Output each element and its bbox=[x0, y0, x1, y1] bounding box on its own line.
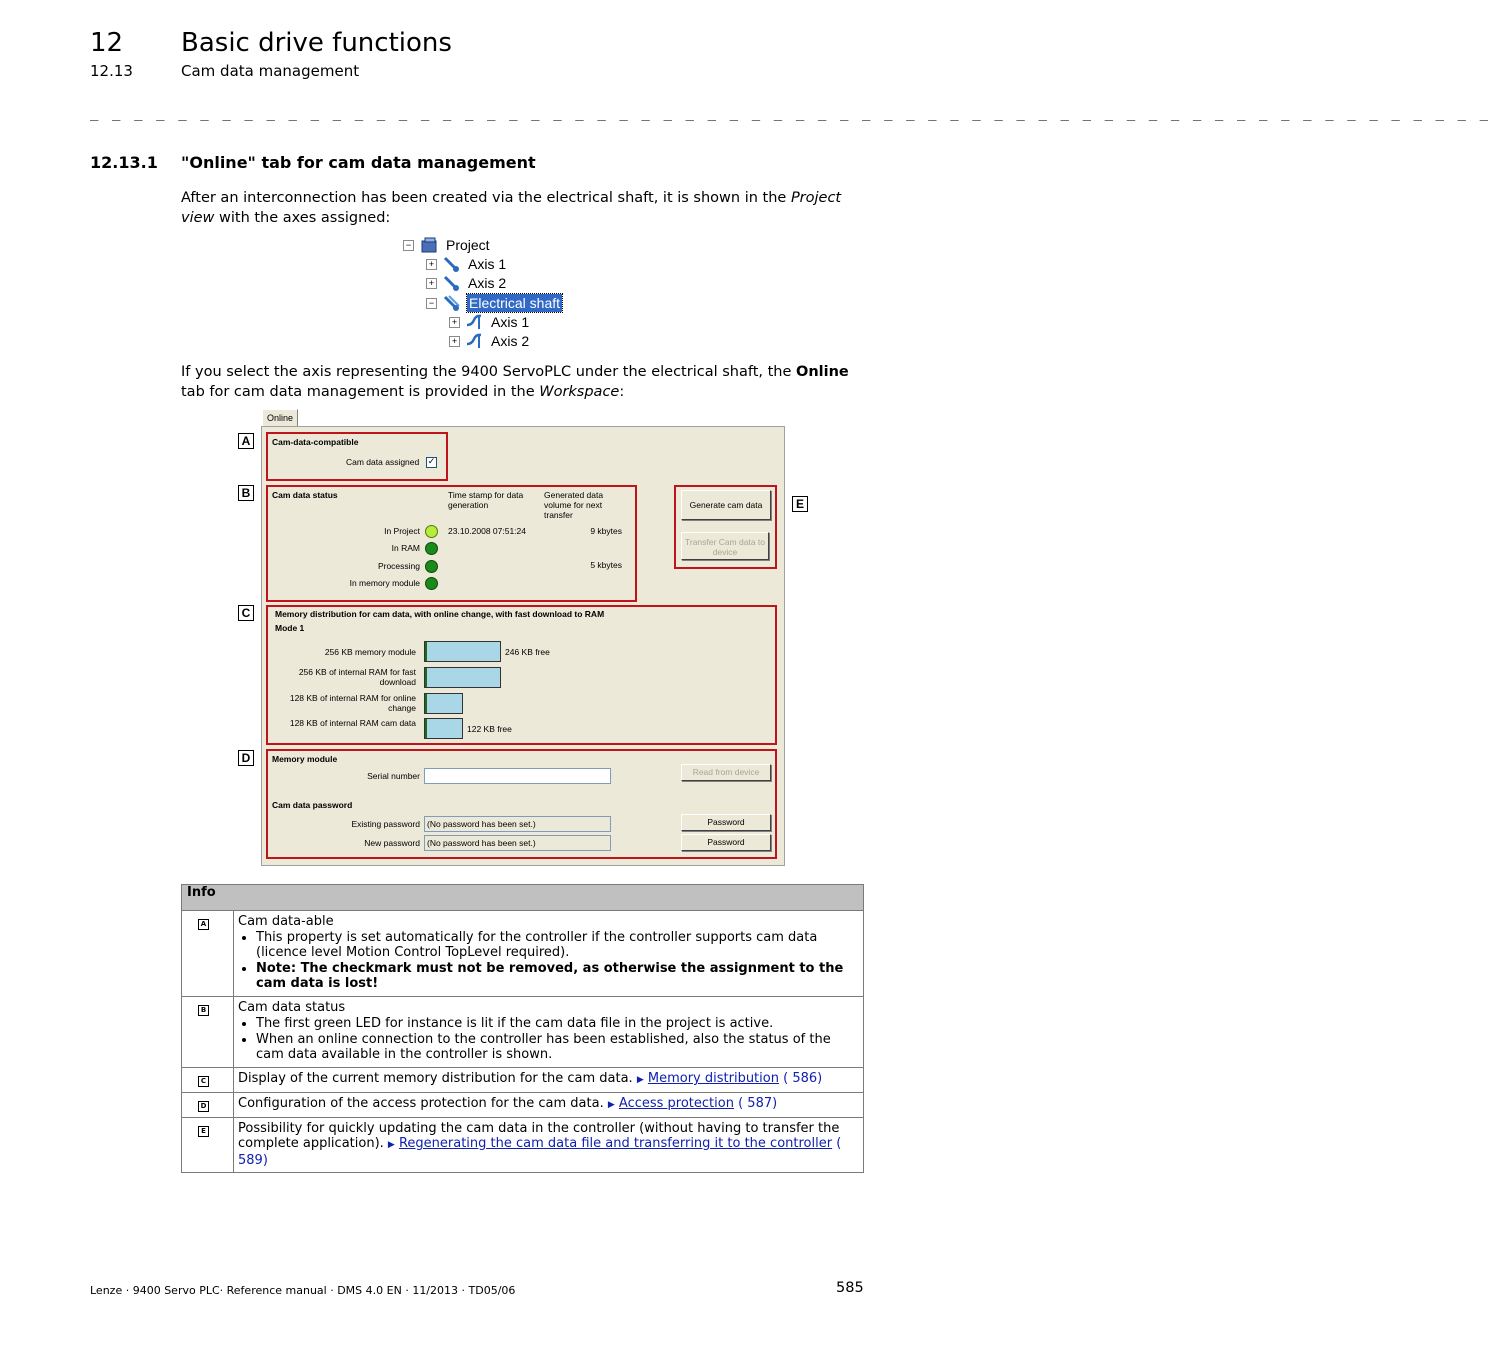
axis-icon bbox=[443, 255, 461, 273]
expand-icon[interactable]: + bbox=[449, 317, 460, 328]
cam-compatible-title: Cam-data-compatible bbox=[272, 437, 359, 447]
memory-label-online-change: 128 KB of internal RAM for online change bbox=[289, 693, 416, 713]
link-arrow-icon: ▶ bbox=[607, 1100, 615, 1110]
memory-label-fast-download: 256 KB of internal RAM for fast download bbox=[298, 667, 416, 687]
link-arrow-icon: ▶ bbox=[636, 1075, 644, 1085]
status-label-processing: Processing bbox=[377, 561, 420, 571]
online-tab-dialog bbox=[261, 408, 785, 865]
status-label-project: In Project bbox=[384, 526, 420, 536]
page-ref-d[interactable]: ( 587) bbox=[738, 1096, 778, 1111]
collapse-icon[interactable]: − bbox=[426, 298, 437, 309]
key-e: E bbox=[198, 1126, 209, 1137]
memory-distribution-title: Memory distribution for cam data, with online change, with fast download to RAM bbox=[275, 609, 605, 619]
led-memory-module bbox=[425, 577, 438, 590]
table-row bbox=[182, 911, 864, 997]
transfer-cam-data-button[interactable]: Transfer Cam data to device bbox=[681, 532, 769, 560]
key-c: C bbox=[198, 1076, 209, 1087]
chapter-title: Basic drive functions bbox=[181, 28, 452, 58]
generate-cam-data-button[interactable]: Generate cam data bbox=[681, 490, 771, 520]
timestamp-column-header: Time stamp for data generation bbox=[448, 490, 524, 510]
online-panel bbox=[261, 426, 785, 866]
volume-column-header: Generated data volume for next transfer bbox=[544, 490, 604, 520]
page-number: 585 bbox=[836, 1280, 864, 1296]
password-button-new[interactable]: Password bbox=[681, 834, 771, 851]
axis-icon bbox=[443, 274, 461, 292]
row-b-bullet-1: • The first green LED for instance is lit if the cam data file in the project is active. bbox=[256, 1016, 859, 1031]
cam-password-title: Cam data password bbox=[272, 800, 353, 810]
intro-paragraph: After an interconnection has been created via the electrical shaft, it is shown in the Project view with the axes assigned: bbox=[181, 190, 842, 226]
memory-free-module: 246 KB free bbox=[505, 647, 550, 657]
memory-bar-fast-download bbox=[424, 667, 501, 688]
row-b-title: Cam data status bbox=[238, 1000, 346, 1015]
cam-assigned-label: Cam data assigned bbox=[346, 457, 420, 467]
memory-free-cam-data: 122 KB free bbox=[467, 724, 512, 734]
status-size-processing: 5 kbytes bbox=[590, 560, 622, 570]
marker-a: A bbox=[238, 433, 254, 449]
key-b: B bbox=[198, 1005, 209, 1016]
link-arrow-icon: ▶ bbox=[387, 1140, 395, 1150]
led-processing bbox=[425, 560, 438, 573]
row-a-title: Cam data-able bbox=[238, 914, 334, 929]
expand-icon[interactable]: + bbox=[426, 278, 437, 289]
existing-password-field: (No password has been set.) bbox=[424, 816, 611, 832]
tab-strip bbox=[261, 408, 785, 427]
marker-e: E bbox=[792, 496, 808, 512]
separator-line: _ _ _ _ _ _ _ _ _ _ _ _ _ _ _ _ _ _ _ _ _ _ _ _ _ _ _ _ _ _ _ _ _ _ _ _ _ _ _ _ _ _ _ _ _ _ _ _ _ _ _ _ _ _ _ _ _ _ _ _ _ _ _ _ bbox=[90, 105, 1491, 121]
project-tree: − Project + Axis 1 + Axis 2 − Electrical shaft + Axis 1 + Axis 2 bbox=[400, 236, 570, 354]
expand-icon[interactable]: + bbox=[426, 259, 437, 270]
memory-module-title: Memory module bbox=[272, 754, 338, 764]
cam-axis-icon bbox=[465, 313, 483, 331]
new-password-field: (No password has been set.) bbox=[424, 835, 611, 851]
footer-text: Lenze · 9400 Servo PLC· Reference manual · DMS 4.0 EN · 11/2013 · TD05/06 bbox=[90, 1284, 516, 1297]
new-password-label: New password bbox=[364, 838, 420, 848]
table-row bbox=[182, 1068, 864, 1093]
memory-bar-module bbox=[424, 641, 501, 662]
link-access-protection[interactable]: Access protection bbox=[618, 1096, 734, 1111]
table-row bbox=[182, 1093, 864, 1118]
status-label-memory-module: In memory module bbox=[349, 578, 420, 588]
info-table bbox=[181, 884, 864, 1173]
led-project bbox=[425, 525, 438, 538]
key-d: D bbox=[198, 1101, 209, 1112]
led-ram bbox=[425, 542, 438, 555]
expand-icon[interactable]: + bbox=[449, 336, 460, 347]
serial-number-label: Serial number bbox=[367, 771, 420, 781]
marker-b: B bbox=[238, 485, 254, 501]
table-row bbox=[182, 997, 864, 1068]
page-ref-c[interactable]: ( 586) bbox=[783, 1071, 823, 1086]
memory-label-module: 256 KB memory module bbox=[324, 647, 416, 657]
existing-password-label: Existing password bbox=[351, 819, 420, 829]
link-memory-distribution[interactable]: Memory distribution bbox=[647, 1071, 779, 1086]
section-number: 12.13 bbox=[90, 62, 133, 80]
row-d-text: Configuration of the access protection for the cam data. bbox=[238, 1096, 608, 1111]
memory-bar-cam-data bbox=[424, 718, 463, 739]
password-button-existing[interactable]: Password bbox=[681, 814, 771, 831]
cam-assigned-checkbox[interactable]: ✓ bbox=[427, 457, 436, 467]
status-label-ram: In RAM bbox=[391, 543, 420, 553]
row-a-bullet-1: • This property is set automatically for the controller if the controller supports cam data (licence level Motion Control TopLevel required). bbox=[256, 930, 859, 960]
marker-c: C bbox=[238, 605, 254, 621]
chapter-number: 12 bbox=[90, 28, 124, 58]
read-from-device-button[interactable]: Read from device bbox=[681, 764, 771, 781]
memory-label-cam-data: 128 KB of internal RAM cam data bbox=[289, 718, 416, 728]
marker-d: D bbox=[238, 750, 254, 766]
cam-axis-icon bbox=[465, 332, 483, 350]
memory-mode: Mode 1 bbox=[275, 623, 305, 633]
electrical-shaft-icon bbox=[443, 294, 461, 312]
subsection-title: "Online" tab for cam data management bbox=[181, 153, 536, 172]
info-table-header: Info bbox=[182, 885, 864, 911]
row-a-bullet-2: • Note: The checkmark must not be removed, as otherwise the assignment to the cam data is lost! bbox=[256, 961, 859, 991]
row-b-bullet-2: • When an online connection to the controller has been established, also the status of the cam data available in the controller is shown. bbox=[256, 1032, 859, 1062]
row-c-text: Display of the current memory distribution for the cam data. bbox=[238, 1071, 637, 1086]
memory-bar-online-change bbox=[424, 693, 463, 714]
tab-online[interactable]: Online bbox=[262, 409, 298, 427]
status-timestamp-project: 23.10.2008 07:51:24 bbox=[448, 526, 526, 536]
row-e-text: Possibility for quickly updating the cam data in the controller (without having to transfer the complete application). bbox=[238, 1121, 840, 1151]
status-size-project: 9 kbytes bbox=[590, 526, 622, 536]
page-ref-e[interactable]: ( 589) bbox=[238, 1136, 842, 1168]
section-title: Cam data management bbox=[181, 62, 360, 80]
subsection-number: 12.13.1 bbox=[90, 153, 158, 172]
collapse-icon[interactable]: − bbox=[403, 240, 414, 251]
workspace-paragraph: If you select the axis representing the 9400 ServoPLC under the electrical shaft, the Online tab for cam data management is provided in the Workspace: bbox=[181, 364, 849, 400]
table-row bbox=[182, 1118, 864, 1173]
cam-status-title: Cam data status bbox=[272, 490, 338, 500]
key-a: A bbox=[198, 919, 209, 930]
link-regenerating-cam-data[interactable]: Regenerating the cam data file and transferring it to the controller bbox=[398, 1136, 833, 1151]
project-icon bbox=[420, 236, 438, 254]
serial-number-field[interactable] bbox=[424, 768, 611, 784]
